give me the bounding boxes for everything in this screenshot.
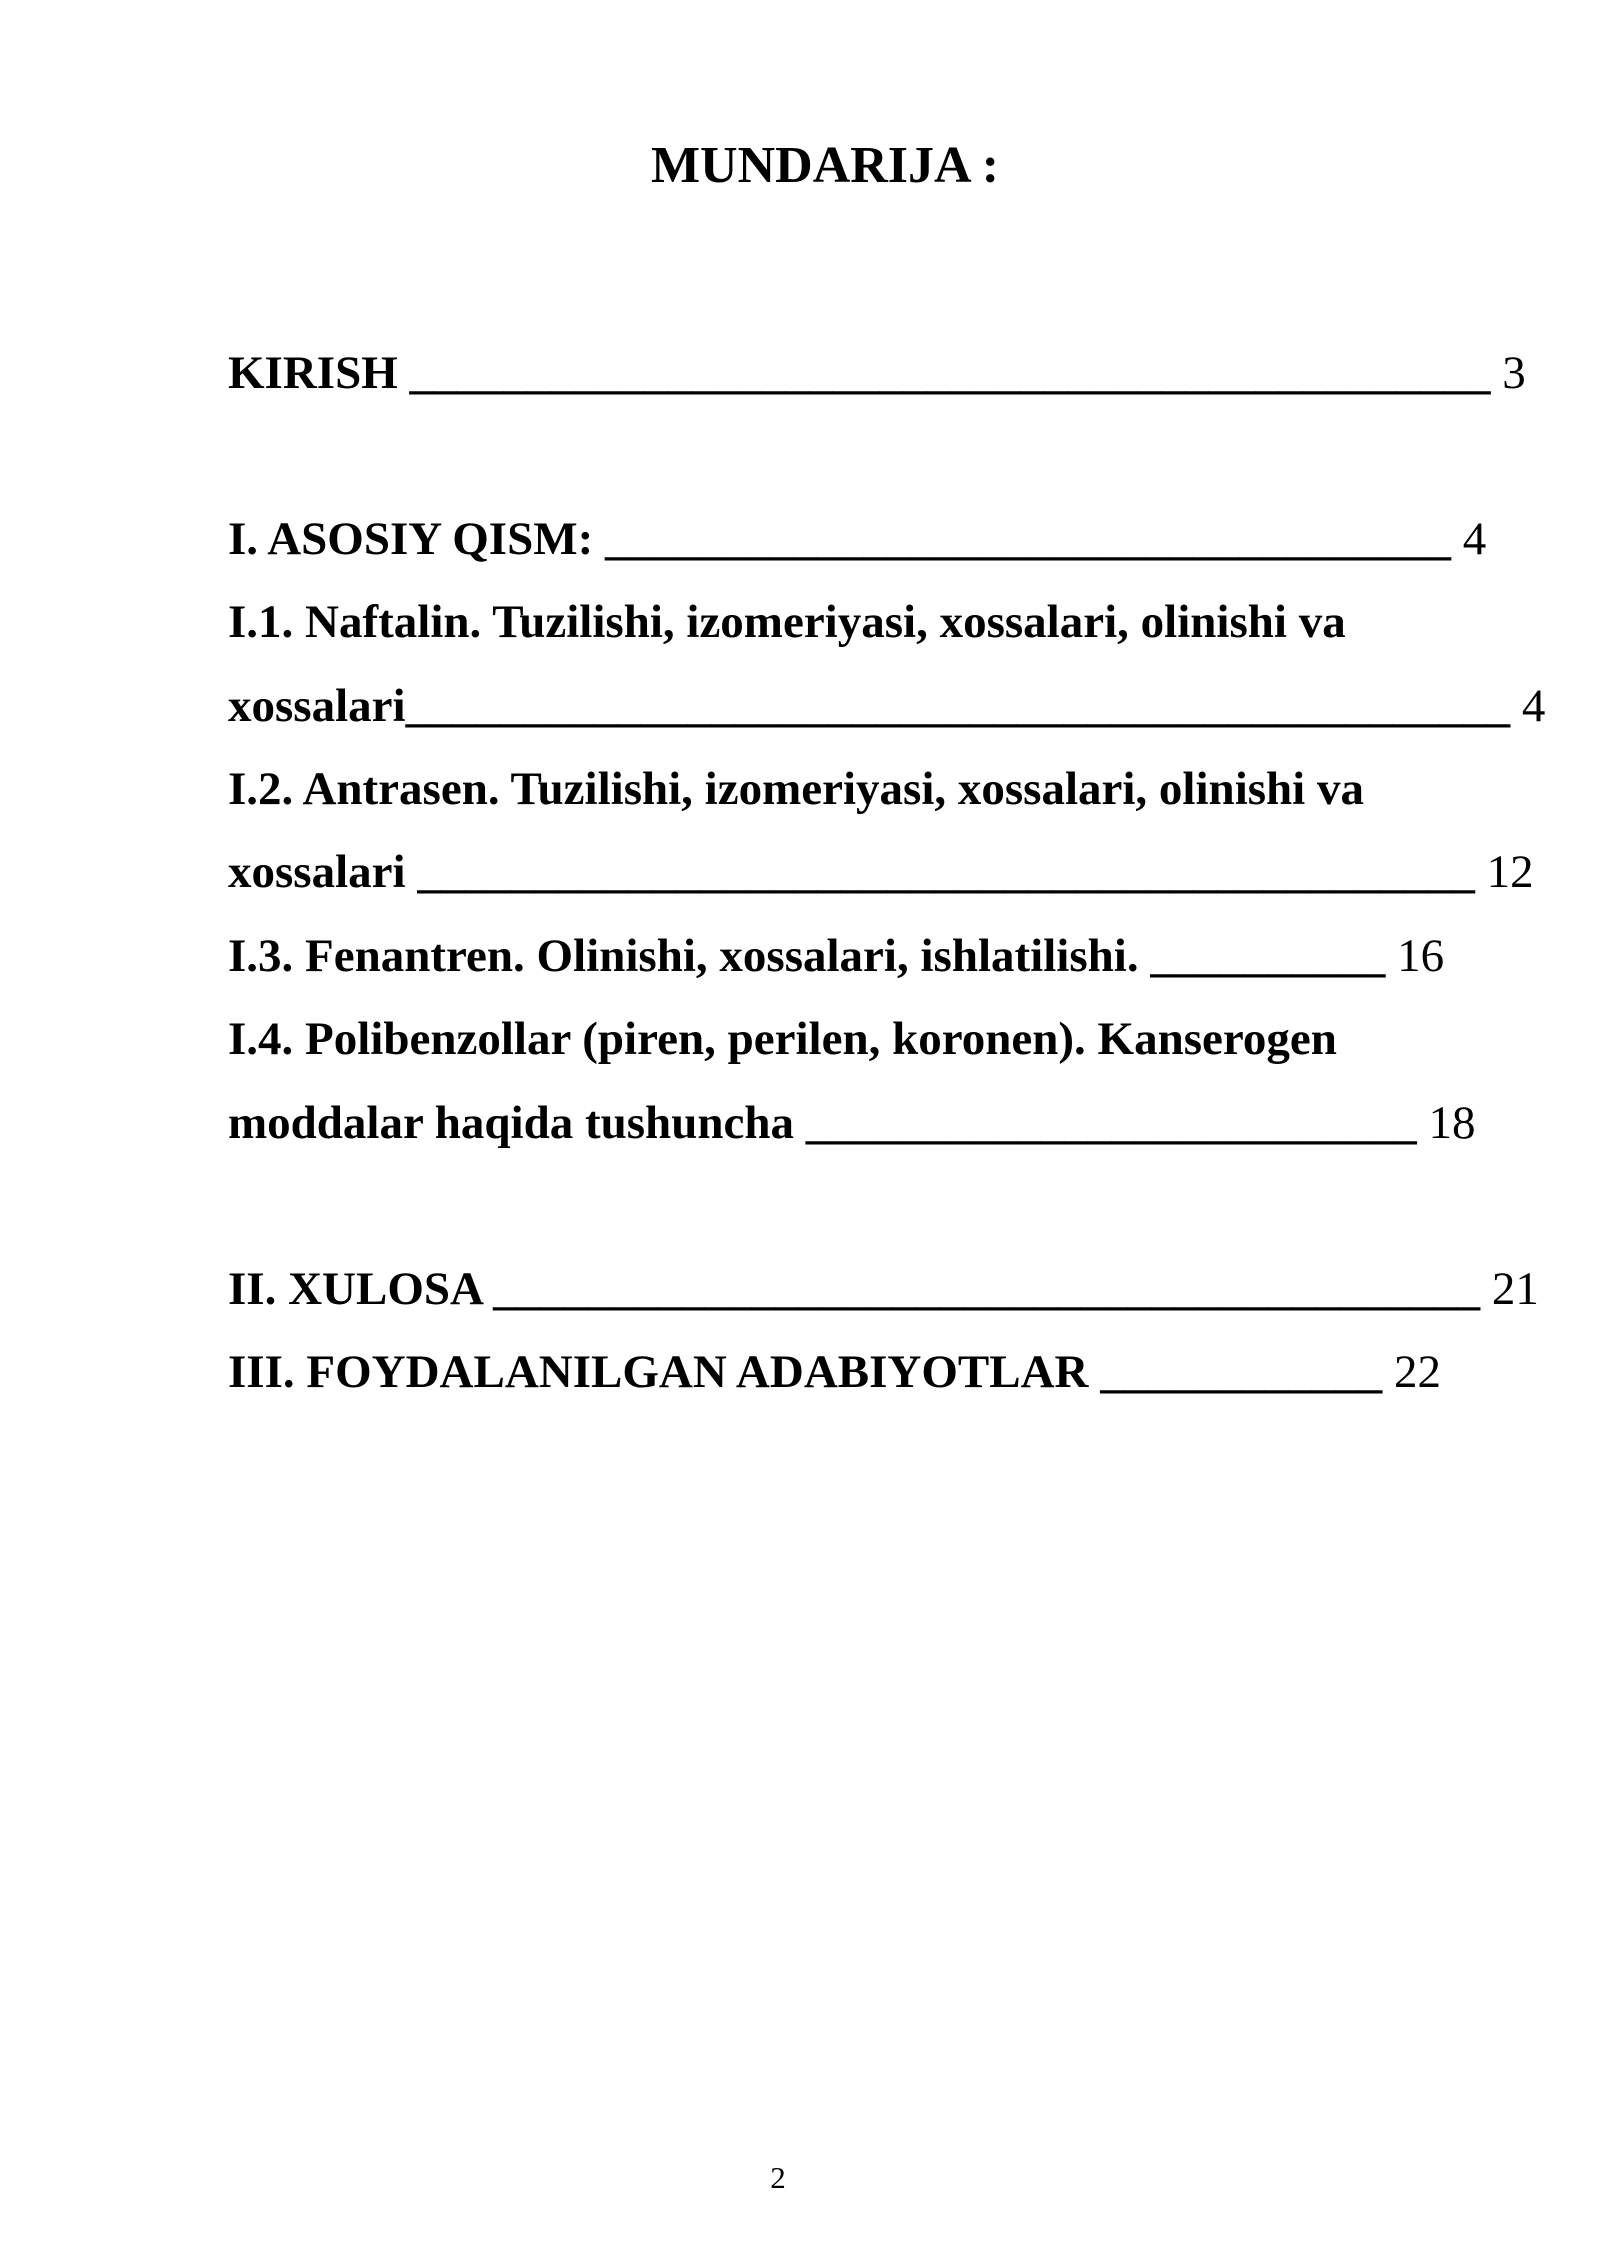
toc-entry-i3 [228,926,1444,986]
page-title: MUNDARIJA : [650,137,1000,194]
toc-page-number: 12 [1474,846,1534,898]
toc-entry-text: II. XULOSA [228,1263,494,1315]
toc-entry-text: I.2. Antrasen. Tuzilishi, izomeriyasi, xossalari, olinishi va [228,763,1364,815]
toc-entry-i4-line1 [228,1009,1337,1069]
toc-entry-i1-line1 [228,592,1346,652]
page-number: 2 [770,2160,786,2195]
toc-entry-text: I.3. Fenantren. Olinishi, xossalari, ishlatilishi. [228,930,1151,982]
toc-leader: __________________________________________ [493,1263,1481,1315]
toc-leader: _____________________________________________ [417,846,1475,898]
toc-page-number: 22 [1382,1346,1441,1398]
toc-leader: _______________________________________________ [405,680,1511,732]
toc-entry-xulosa [228,1259,1539,1319]
toc-entry-text: III. FOYDALANILGAN ADABIYOTLAR [228,1346,1101,1398]
toc-page-number: 16 [1385,930,1445,982]
toc-entry-text: moddalar haqida tushuncha [228,1097,806,1149]
toc-entry-text: I. ASOSIY QISM: [228,513,605,565]
toc-leader: __________________________ [805,1097,1417,1149]
toc-entry-text: xossalari [228,680,406,732]
toc-entry-text: KIRISH [228,347,410,399]
toc-page-number: 18 [1416,1097,1476,1149]
toc-page-number: 4 [1450,513,1487,565]
toc-entry-text: I.1. Naftalin. Tuzilishi, izomeriyasi, xossalari, olinishi va [228,596,1346,648]
toc-entry-text: I.4. Polibenzollar (piren, perilen, koronen). Kanserogen [228,1013,1337,1065]
toc-page-number: 21 [1480,1263,1539,1315]
toc-entry-asosiy-qism [228,509,1486,569]
toc-entry-i2-line1 [228,759,1364,819]
toc-page-number: 3 [1490,347,1526,399]
toc-leader: ______________________________________________ [409,347,1491,399]
toc-entry-i1-line2 [228,676,1545,736]
toc-leader: ____________________________________ [604,513,1451,565]
toc-entry-i4-line2 [228,1093,1475,1153]
toc-entry-foydalanilgan-adabiyotlar [228,1342,1441,1402]
toc-page-number: 4 [1510,680,1546,732]
toc-entry-i2-line2 [228,842,1534,902]
toc-leader: __________ [1150,930,1386,982]
toc-entry-text: xossalari [228,846,418,898]
toc-entry-kirish [228,343,1526,403]
toc-leader: ____________ [1100,1346,1383,1398]
